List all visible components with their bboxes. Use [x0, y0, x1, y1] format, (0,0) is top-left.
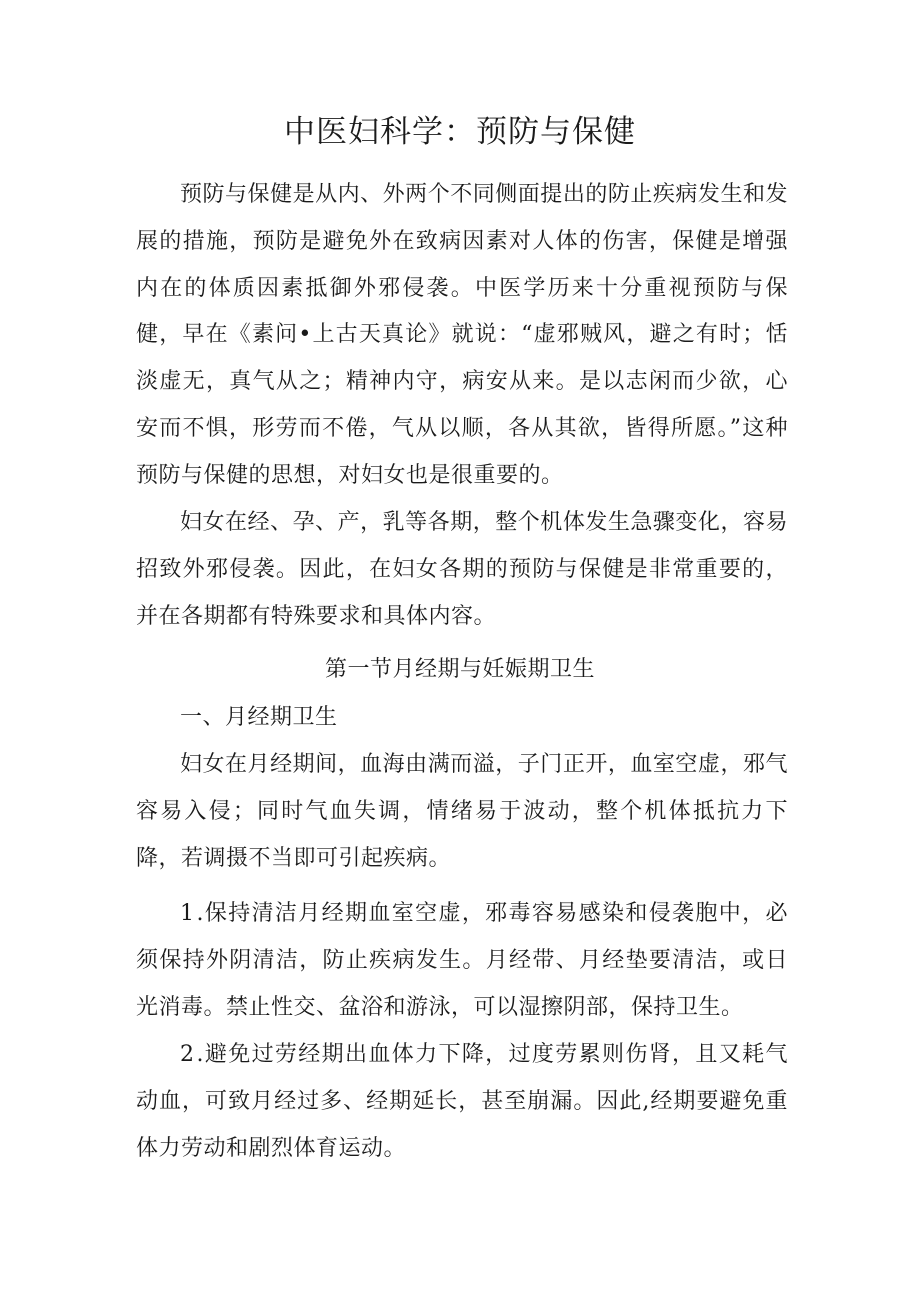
page-title: 中医妇科学：预防与保健 [284, 114, 636, 150]
list-item-text: .避免过劳经期出血体力下降，过度劳累则伤肾，且又耗气动血，可致月经过多、经期延长，甚至崩漏。因此,经期要避免重体力劳动和剧烈体育运动。 [136, 1042, 788, 1161]
intro-paragraph-1: 预防与保健是从内、外两个不同侧面提出的防止疾病发生和发展的措施，预防是避免外在致病因素对人体的伤害，保健是增强内在的体质因素抵御外邪侵袭。中医学历来十分重视预防与保健，早在《素问•上古天真论》就说：“虚邪贼风，避之有时；恬淡虚无，真气从之；精神内守，病安从来。是以志闲而少欲，心安而不惧，形劳而不倦，气从以顺，各从其欲，皆得所愿。”这种预防与保健的思想，对妇女也是很重要的。 [136, 182, 788, 488]
list-item-1 [136, 891, 788, 1031]
intro-paragraph-2: 妇女在经、孕、产，乳等各期，整个机体发生急骤变化，容易招致外邪侵袭。因此，在妇女各期的预防与保健是非常重要的，并在各期都有特殊要求和具体内容。 [136, 510, 788, 629]
subsection-heading: 一、月经期卫生 [180, 705, 338, 730]
list-item-text: .保持清洁月经期血室空虚，邪毒容易感染和侵袭胞中，必须保持外阴清洁，防止疾病发生。月经带、月经垫要清洁，或日光消毒。禁止性交、盆浴和游泳，可以湿擦阴部，保持卫生。 [136, 901, 788, 1020]
subsection-intro-paragraph: 妇女在月经期间，血海由满而溢，子门正开，血室空虚，邪气容易入侵；同时气血失调，情绪易于波动，整个机体抵抗力下降，若调摄不当即可引起疾病。 [136, 752, 788, 871]
list-item-number: 2 [180, 1042, 195, 1067]
list-item-number: 1 [180, 901, 195, 926]
list-item-2 [136, 1032, 788, 1172]
section-heading: 第一节月经期与妊娠期卫生 [324, 657, 595, 682]
